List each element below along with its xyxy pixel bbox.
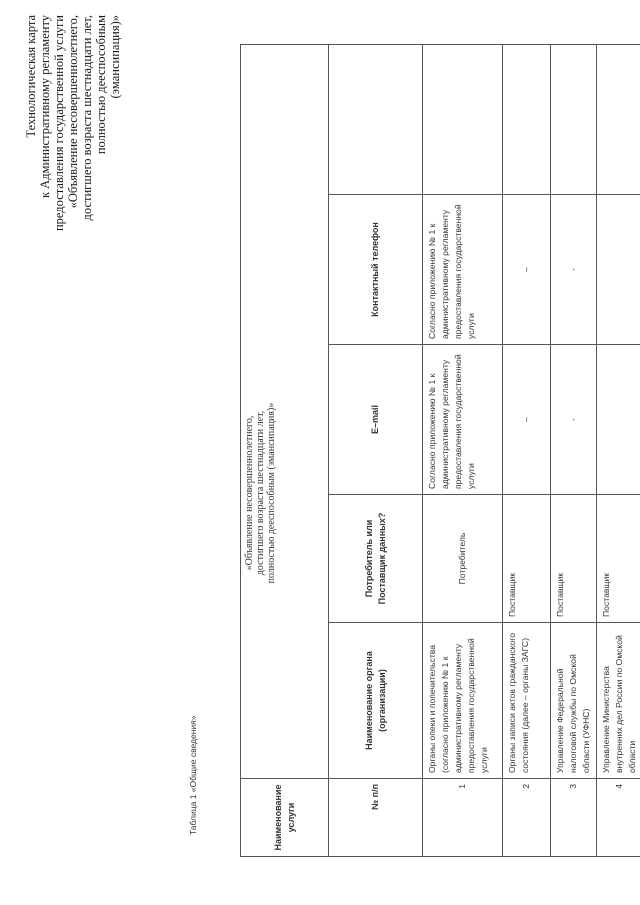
row-email: Согласно приложению № 1 к административному регламенту предоставления государственной услуги	[423, 345, 503, 495]
row-phone: –	[503, 195, 551, 345]
service-label: Наименование услуги	[241, 779, 329, 857]
row-phone: Согласно приложению № 1 к административному регламенту предоставления государственной услуги	[423, 195, 503, 345]
row-role: Потребитель	[423, 495, 503, 623]
row-empty	[551, 44, 597, 194]
table-row	[503, 44, 551, 856]
header-line: Технологическая карта	[24, 15, 38, 138]
row-empty	[503, 44, 551, 194]
col-header-organization: Наименование органа (организации)	[329, 623, 423, 779]
row-phone: -	[551, 195, 597, 345]
header-line: «Объявление несовершеннолетнего,	[66, 15, 80, 209]
service-name: «Объявление несовершеннолетнего, достигшего возраста шестнадцати лет, полностью дееспособным (эмансипация)»	[244, 402, 277, 584]
col-header-phone: Контактный телефон	[329, 195, 423, 345]
service-name-cell	[241, 44, 329, 778]
col-header-number: № п/п	[329, 779, 423, 857]
row-email: –	[503, 345, 551, 495]
row-number: 4	[597, 779, 640, 857]
row-role: Поставщик	[551, 495, 597, 623]
row-empty	[423, 44, 503, 194]
document-header	[24, 15, 122, 265]
table-row	[597, 44, 640, 856]
general-info-table	[240, 44, 640, 857]
row-empty	[597, 44, 640, 194]
table-header-row	[329, 44, 423, 856]
header-line: достигшего возраста шестнадцати лет,	[80, 15, 94, 221]
row-number: 3	[551, 779, 597, 857]
row-organization: Органы записи актов гражданского состояния (далее – органы ЗАГС)	[503, 623, 551, 779]
header-line: (эмансипация)»	[108, 15, 122, 99]
col-header-role: Потребитель или Поставщик данных?	[329, 495, 423, 623]
service-row	[241, 44, 329, 856]
row-role: Поставщик	[503, 495, 551, 623]
row-organization: Управление Министерства внутренних дел России по Омской области	[597, 623, 640, 779]
header-line: к Административному регламенту	[38, 15, 52, 199]
empty-header-cell	[329, 44, 423, 194]
row-number: 2	[503, 779, 551, 857]
header-line: предоставления государственной услуги	[52, 15, 66, 232]
row-email: -	[551, 345, 597, 495]
row-phone	[597, 195, 640, 345]
row-organization: Органы опеки и попечительства (согласно приложению № 1 к административному регламенту предоставления государственной услуги	[423, 623, 503, 779]
header-line: полностью дееспособным	[94, 15, 108, 155]
table-row	[423, 44, 503, 856]
col-header-email: E–mail	[329, 345, 423, 495]
row-email	[597, 345, 640, 495]
table-row	[551, 44, 597, 856]
table-caption: Таблица 1 «Общие сведения»	[188, 715, 198, 835]
row-role: Поставщик	[597, 495, 640, 623]
row-number: 1	[423, 779, 503, 857]
row-organization: Управление Федеральной налоговой службы по Омской области (УФНС)	[551, 623, 597, 779]
